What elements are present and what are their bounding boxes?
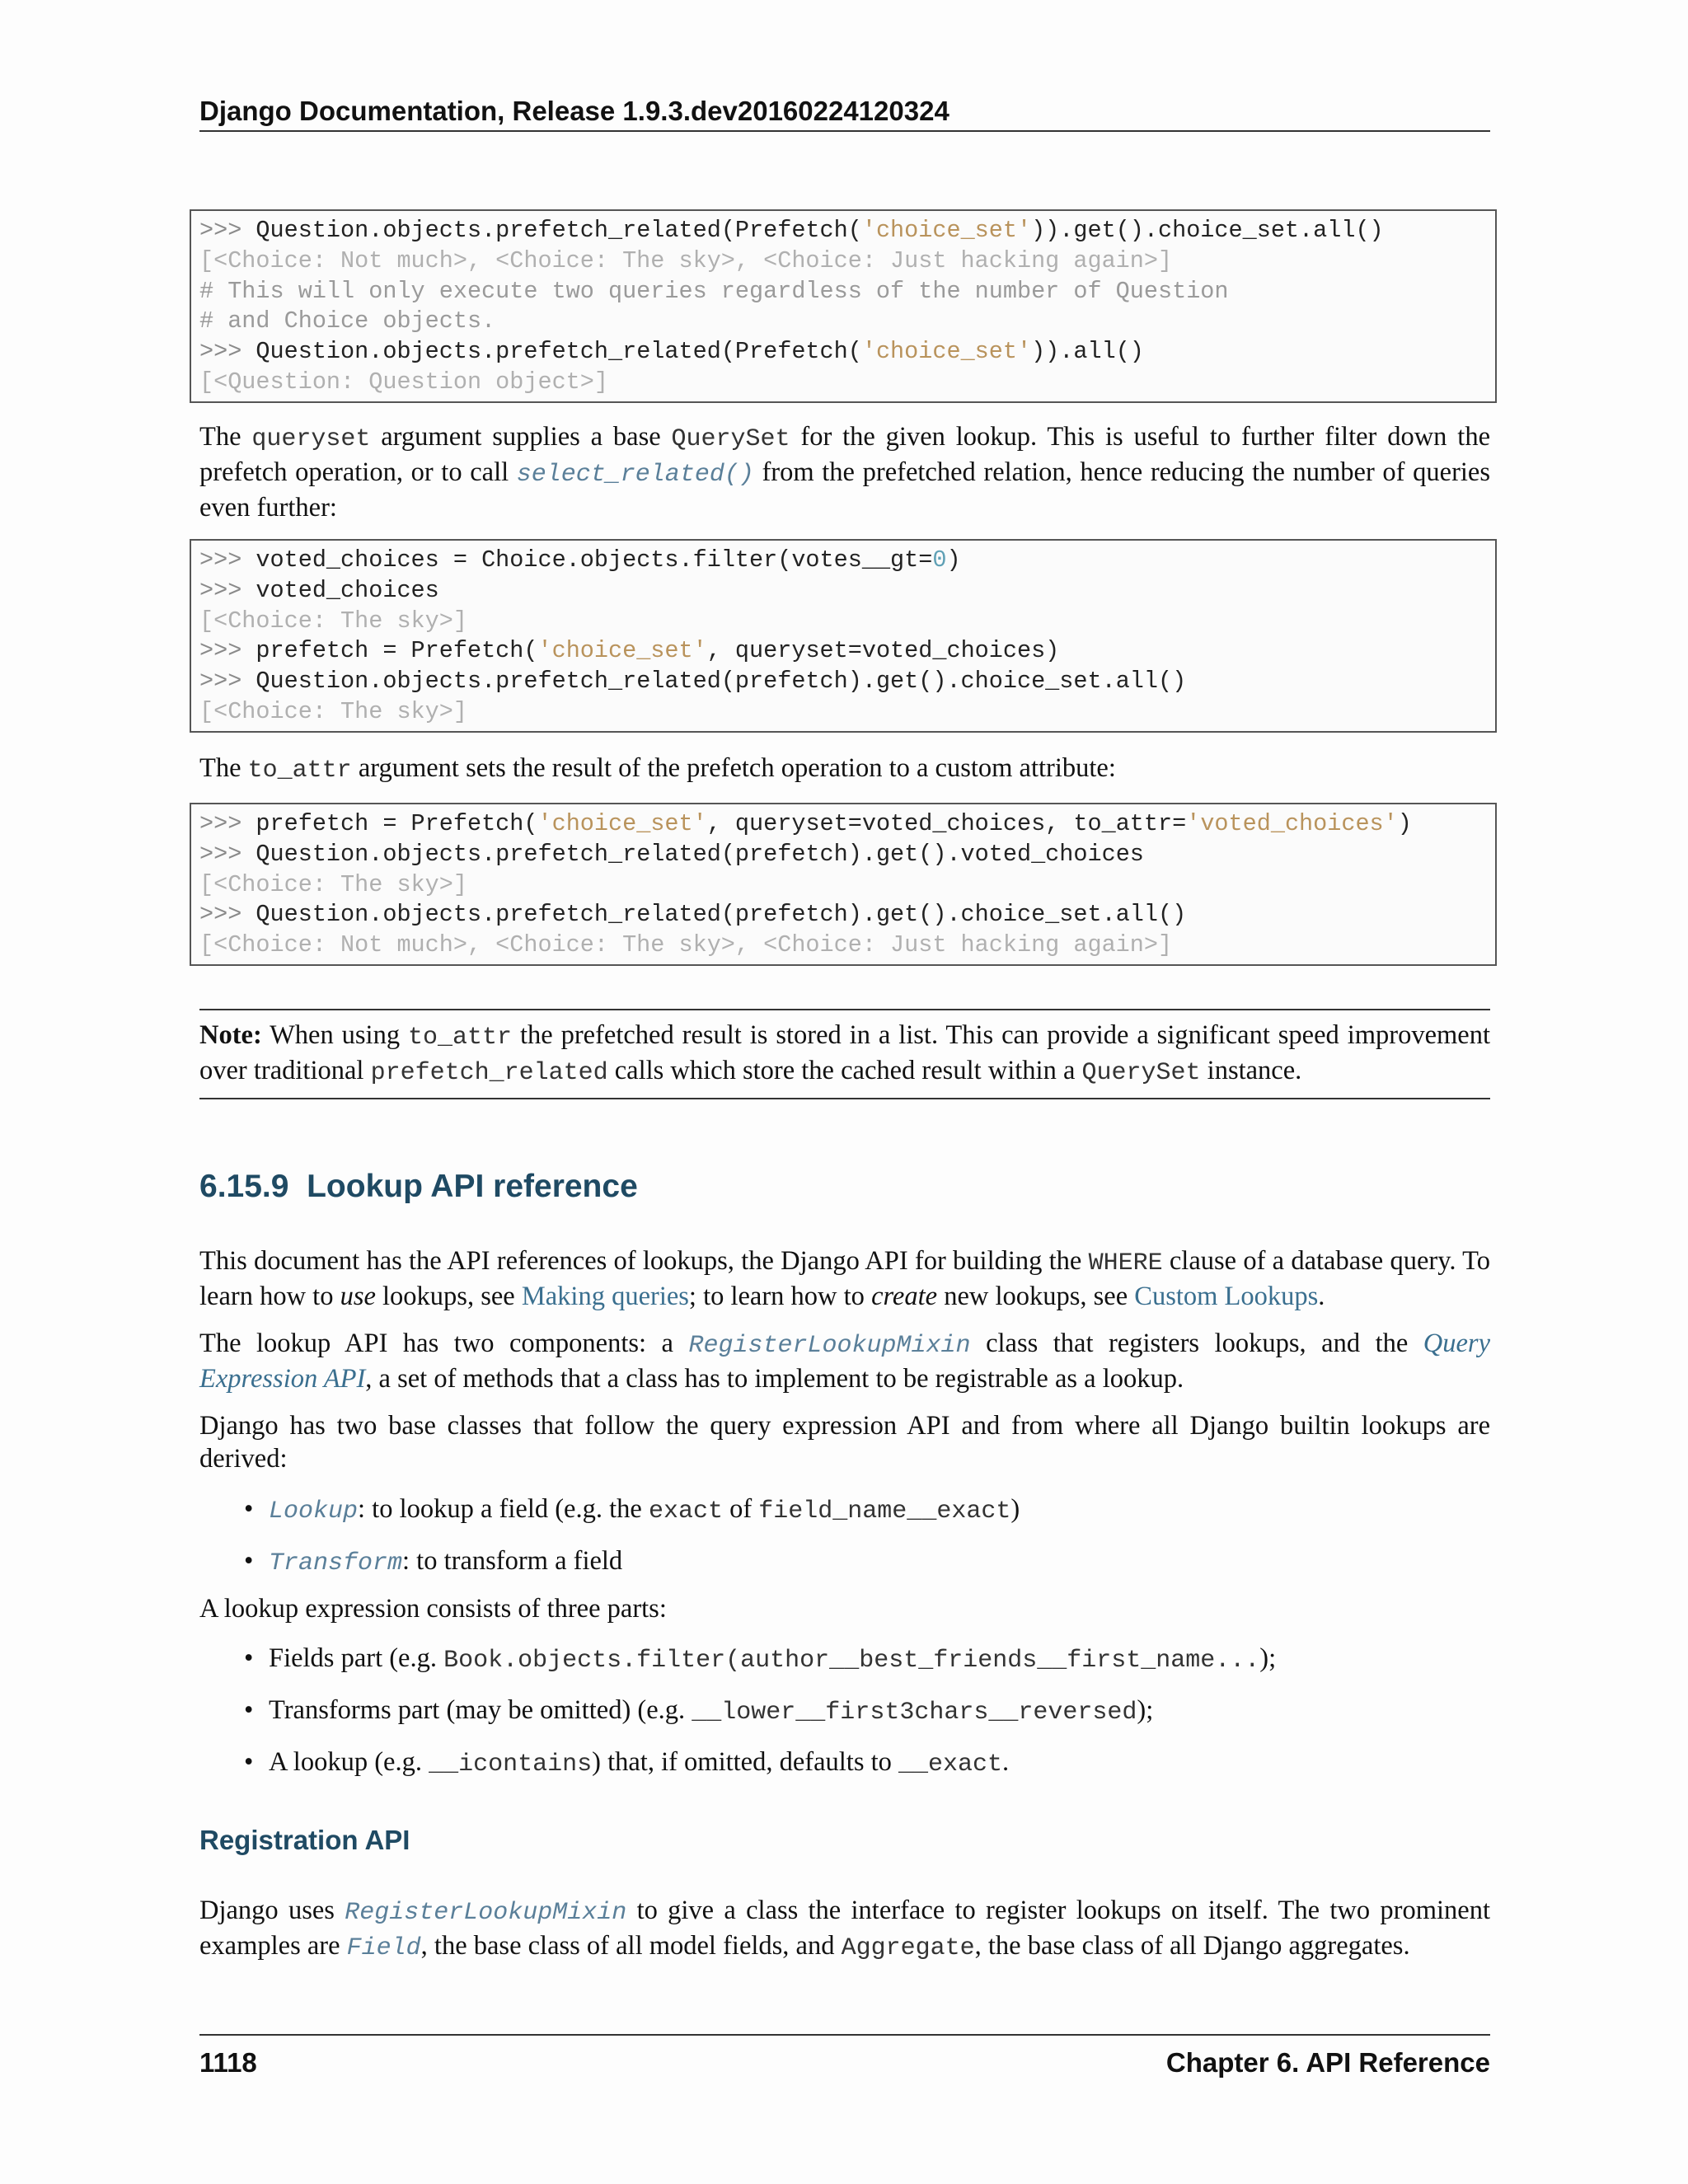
code-token: Question.objects.prefetch_related(prefetch).get().choice_set.all() bbox=[256, 901, 1187, 929]
text: , the base class of all Django aggregates. bbox=[974, 1931, 1410, 1961]
inline-code-queryset-class: QuerySet bbox=[671, 425, 790, 453]
code-token: Question.objects.prefetch_related(Prefetch( bbox=[256, 338, 862, 366]
text: for the given lookup. This is useful to further filter down the prefetch operation, or to call bbox=[199, 422, 1490, 487]
code-line bbox=[199, 337, 1487, 368]
text: The lookup API has two components: a bbox=[199, 1329, 689, 1358]
paragraph-api-intro bbox=[199, 1244, 1490, 1313]
text: The bbox=[199, 753, 248, 783]
code-block-to-attr-example bbox=[190, 803, 1497, 966]
code-token: , queryset=voted_choices) bbox=[706, 637, 1060, 665]
text: , the base class of all model fields, and bbox=[420, 1931, 842, 1961]
code-token: Question.objects.prefetch_related(Prefetch( bbox=[256, 217, 862, 244]
inline-code-to-attr: to_attr bbox=[247, 757, 352, 785]
text: ) bbox=[1010, 1494, 1020, 1524]
text: new lookups, see bbox=[937, 1282, 1135, 1311]
text: clause of a database query. To learn how to bbox=[199, 1246, 1490, 1311]
text: Django has two base classes that follow the query expression API and from where all Django builtin lookups are derived: bbox=[199, 1411, 1490, 1474]
list-item bbox=[199, 1694, 1490, 1729]
inline-code-aggregate: Aggregate bbox=[841, 1934, 975, 1962]
inline-code: __lower__first3chars__reversed bbox=[692, 1699, 1137, 1727]
code-token: Question.objects.prefetch_related(prefetch).get().voted_choices bbox=[256, 840, 1144, 868]
inline-code: prefetch_related bbox=[370, 1059, 608, 1087]
list-item bbox=[199, 1493, 1490, 1528]
code-token: )).get().choice_set.all() bbox=[1031, 217, 1384, 244]
lookup-parts-list bbox=[199, 1642, 1490, 1781]
inline-code: exact bbox=[648, 1497, 723, 1526]
section-title: Lookup API reference bbox=[307, 1169, 638, 1204]
note-label: Note: bbox=[199, 1020, 262, 1050]
text: argument sets the result of the prefetch operation to a custom attribute: bbox=[351, 753, 1116, 783]
text: This document has the API references of lookups, the Django API for building the bbox=[199, 1246, 1089, 1276]
inline-code: Book.objects.filter(author__best_friends__first_name... bbox=[443, 1647, 1260, 1675]
list-item bbox=[199, 1746, 1490, 1781]
code-line bbox=[199, 576, 1487, 607]
code-token: >>> bbox=[199, 217, 256, 244]
text: the prefetched result is stored in a list. This can provide a significant speed improvement over traditional bbox=[199, 1020, 1490, 1085]
text: . bbox=[1318, 1282, 1325, 1311]
text: ); bbox=[1137, 1695, 1154, 1725]
code-token: [<Choice: The sky>] bbox=[199, 870, 467, 898]
paragraph-to-attr bbox=[199, 752, 1490, 787]
code-line bbox=[199, 697, 1487, 728]
text: Fields part (e.g. bbox=[269, 1643, 444, 1673]
section-number: 6.15.9 bbox=[199, 1169, 289, 1204]
inline-code: __icontains bbox=[429, 1750, 593, 1779]
emphasis: create bbox=[871, 1282, 938, 1311]
text: Transforms part (may be omitted) (e.g. bbox=[269, 1695, 692, 1725]
link-making-queries[interactable]: Making queries bbox=[521, 1282, 689, 1311]
inline-code: __exact bbox=[898, 1750, 1003, 1779]
code-line bbox=[199, 246, 1487, 277]
code-token: >>> bbox=[199, 840, 256, 868]
code-line bbox=[199, 607, 1487, 637]
code-token: 'voted_choices' bbox=[1186, 810, 1398, 837]
link-custom-lookups[interactable]: Custom Lookups bbox=[1134, 1282, 1319, 1311]
code-token: prefetch = Prefetch( bbox=[256, 810, 538, 837]
link-field[interactable]: Field bbox=[346, 1934, 421, 1962]
code-line bbox=[199, 840, 1487, 870]
text: ; to learn how to bbox=[688, 1282, 872, 1311]
code-line bbox=[199, 307, 1487, 337]
link-lookup[interactable]: Lookup bbox=[269, 1497, 359, 1526]
code-token: [<Question: Question object>] bbox=[199, 368, 608, 396]
code-token: 0 bbox=[932, 546, 947, 574]
code-block-prefetch-example bbox=[190, 209, 1497, 403]
emphasis: use bbox=[340, 1282, 376, 1311]
paragraph-base-classes bbox=[199, 1409, 1490, 1475]
code-token: 'choice_set' bbox=[861, 338, 1032, 366]
link-register-lookup-mixin[interactable]: RegisterLookupMixin bbox=[688, 1332, 971, 1360]
code-token: [<Choice: Not much>, <Choice: The sky>, <Choice: Just hacking again>] bbox=[199, 246, 1173, 274]
code-token: 'choice_set' bbox=[537, 810, 707, 837]
code-token: # This will only execute two queries regardless of the number of Question bbox=[199, 277, 1229, 305]
code-token: >>> bbox=[199, 546, 256, 574]
code-token: prefetch = Prefetch( bbox=[256, 637, 538, 665]
code-line bbox=[199, 809, 1487, 840]
code-token: >>> bbox=[199, 637, 256, 665]
code-token: , queryset=voted_choices, to_attr= bbox=[706, 810, 1187, 837]
text: instance. bbox=[1200, 1056, 1302, 1085]
paragraph-registration bbox=[199, 1894, 1490, 1965]
text: argument supplies a base bbox=[370, 422, 672, 452]
code-token: [<Choice: The sky>] bbox=[199, 607, 467, 635]
code-token: [<Choice: The sky>] bbox=[199, 697, 467, 725]
list-item bbox=[199, 1642, 1490, 1677]
text: of bbox=[722, 1494, 759, 1524]
paragraph-components bbox=[199, 1327, 1490, 1395]
link-register-lookup-mixin[interactable]: RegisterLookupMixin bbox=[345, 1899, 627, 1927]
text: A lookup expression consists of three parts: bbox=[199, 1594, 667, 1624]
text: Django uses bbox=[199, 1896, 345, 1925]
text: from the prefetched relation, hence reducing the number of queries even further: bbox=[199, 457, 1490, 523]
text: The bbox=[199, 422, 252, 452]
inline-code-queryset: queryset bbox=[251, 425, 371, 453]
text: : to lookup a field (e.g. the bbox=[358, 1494, 649, 1524]
code-token: )).all() bbox=[1031, 338, 1144, 366]
code-token: >>> bbox=[199, 576, 256, 604]
code-block-voted-choices bbox=[190, 539, 1497, 733]
code-token: >>> bbox=[199, 338, 256, 366]
code-token: ) bbox=[1397, 810, 1412, 837]
subsection-heading: Registration API bbox=[199, 1825, 410, 1855]
code-token: >>> bbox=[199, 810, 256, 837]
text: to give a class the interface to register lookups on itself. The two prominent examples are bbox=[199, 1896, 1490, 1961]
code-token: # and Choice objects. bbox=[199, 307, 496, 335]
text: : to transform a field bbox=[402, 1546, 623, 1576]
text: , a set of methods that a class has to implement to be registrable as a lookup. bbox=[365, 1364, 1184, 1394]
code-line bbox=[199, 368, 1487, 398]
text: . bbox=[1002, 1747, 1010, 1777]
code-token: >>> bbox=[199, 901, 256, 929]
inline-code: to_attr bbox=[408, 1024, 513, 1052]
paragraph-three-parts bbox=[199, 1592, 1490, 1625]
text: ); bbox=[1259, 1643, 1277, 1673]
code-line bbox=[199, 667, 1487, 697]
running-header: Django Documentation, Release 1.9.3.dev20160224120324 bbox=[199, 92, 1490, 132]
code-line bbox=[199, 930, 1487, 961]
section-heading bbox=[199, 1169, 638, 1205]
code-line bbox=[199, 546, 1487, 576]
base-classes-list bbox=[199, 1493, 1490, 1580]
code-line bbox=[199, 870, 1487, 901]
code-line bbox=[199, 277, 1487, 307]
running-footer bbox=[199, 2034, 1490, 2082]
text: A lookup (e.g. bbox=[269, 1747, 429, 1777]
code-token: 'choice_set' bbox=[861, 217, 1032, 244]
link-transform[interactable]: Transform bbox=[269, 1549, 403, 1577]
text: When using bbox=[261, 1020, 408, 1050]
text: calls which store the cached result within a bbox=[607, 1056, 1082, 1085]
code-token: voted_choices bbox=[256, 576, 439, 604]
text: lookups, see bbox=[375, 1282, 522, 1311]
page-number: 1118 bbox=[199, 2047, 257, 2078]
code-token: Question.objects.prefetch_related(prefetch).get().choice_set.all() bbox=[256, 668, 1187, 696]
list-item bbox=[199, 1544, 1490, 1580]
code-token: voted_choices = Choice.objects.filter(votes__gt= bbox=[256, 546, 933, 574]
code-token: >>> bbox=[199, 668, 256, 696]
code-token: [<Choice: Not much>, <Choice: The sky>, <Choice: Just hacking again>] bbox=[199, 931, 1173, 959]
code-line bbox=[199, 216, 1487, 246]
code-token: 'choice_set' bbox=[537, 637, 707, 665]
inline-code-where: WHERE bbox=[1088, 1249, 1163, 1277]
inline-code: field_name__exact bbox=[758, 1497, 1011, 1526]
note-box bbox=[199, 1009, 1490, 1099]
inline-code: QuerySet bbox=[1081, 1059, 1201, 1087]
link-query-expression-api[interactable]: Query Expression API bbox=[199, 1329, 1490, 1394]
link-select-related[interactable]: select_related() bbox=[516, 461, 754, 489]
text: ) that, if omitted, defaults to bbox=[592, 1747, 899, 1777]
chapter-label: Chapter 6. API Reference bbox=[1165, 2047, 1490, 2078]
text: class that registers lookups, and the bbox=[970, 1329, 1423, 1358]
code-line bbox=[199, 900, 1487, 930]
code-line bbox=[199, 636, 1487, 667]
code-token: ) bbox=[946, 546, 961, 574]
paragraph-queryset-argument bbox=[199, 420, 1490, 524]
